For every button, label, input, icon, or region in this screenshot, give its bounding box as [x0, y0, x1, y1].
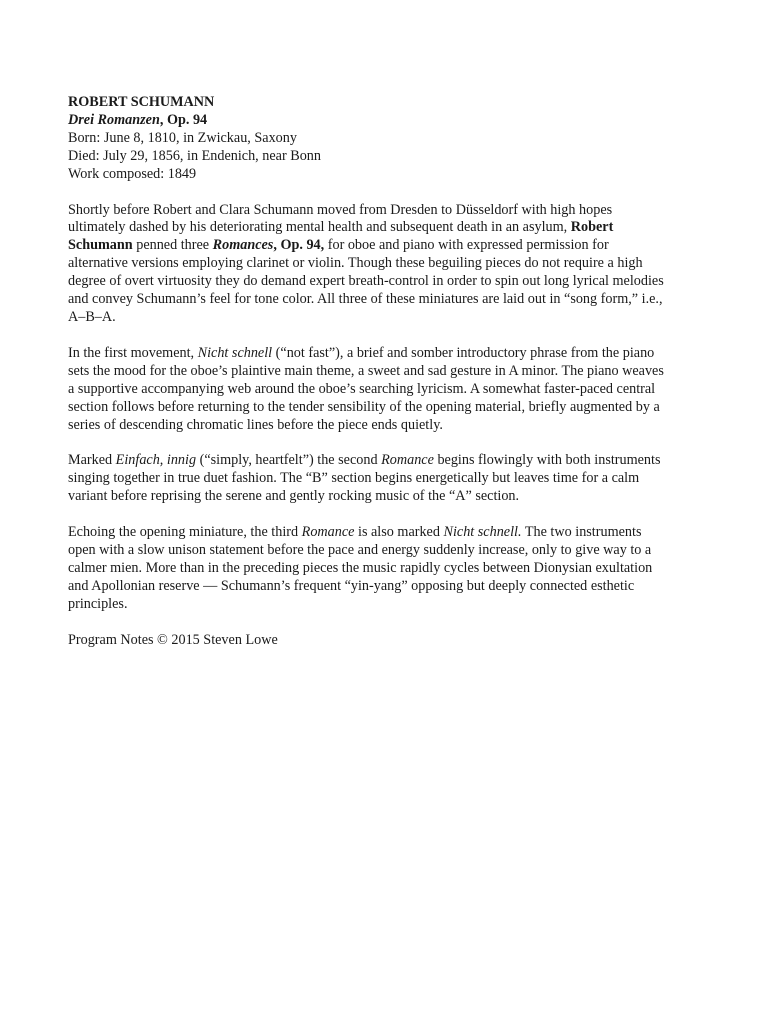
italic-tempo-marking: Nicht schnell. [443, 524, 522, 541]
bold-opus: , Op. 94, [273, 237, 325, 254]
text-run: (“not fast”), a brief and somber introductory phrase from the piano sets the mood for the oboe’s plaintive main theme, a sweet and sad gesture in A minor. The piano weaves a supportive accompanying web around the oboe’s searching lyricism. A somewhat faster-paced central section follows before returning to the tender sensibility of the opening material, briefly augmented by a series of descending chromatic lines before the piece ends quietly. [68, 344, 664, 433]
program-notes-page [68, 94, 668, 650]
bold-italic-romances: Romances [212, 237, 274, 254]
composer-name: ROBERT SCHUMANN [68, 94, 215, 110]
text-run: begins flowingly with both instruments singing together in true duet fashion. The “B” section begins energetically but leaves time for a calm variant before reprising the serene and gently rocking music of the “A” section. [68, 452, 661, 505]
composed-line: Work composed: 1849 [68, 165, 197, 182]
died-line: Died: July 29, 1856, in Endenich, near Bonn [68, 147, 321, 164]
work-title-italic: Drei Romanzen [68, 111, 160, 128]
italic-tempo-marking: Einfach, innig [115, 452, 197, 469]
text-run: penned three [132, 237, 213, 254]
born-line: Born: June 8, 1810, in Zwickau, Saxony [68, 129, 297, 146]
text-run: (“simply, heartfelt”) the second [196, 452, 382, 469]
paragraph-second-movement [68, 452, 668, 506]
text-run: is also marked [354, 524, 444, 541]
italic-tempo-marking: Nicht schnell [197, 344, 273, 361]
text-run: Echoing the opening miniature, the third [68, 524, 302, 541]
spacer [68, 184, 668, 202]
header-block [68, 94, 668, 184]
paragraph-third-movement [68, 524, 668, 614]
italic-romance: Romance [381, 452, 434, 469]
text-run: Marked [68, 452, 116, 469]
program-notes-credit: Program Notes © 2015 Steven Lowe [68, 631, 278, 648]
text-run: The two instruments open with a slow unison statement before the pace and energy suddenly increase, only to give way to a calmer mien. More than in the preceding pieces the music rapidly cycles between Dionysian exultation and Apollonian reserve — Schumann’s frequent “yin-yang” opposing but deeply connected esthetic principles. [68, 524, 653, 612]
text-run: for oboe and piano with expressed permission for alternative versions employing clarinet or violin. Though these beguiling pieces do not require a high degree of overt virtuosity they do demand expert breath-control in order to spin out long lyrical melodies and convey Schumann’s feel for tone color. All three of these miniatures are laid out in “song form,” i.e., A–B–A. [68, 237, 664, 325]
work-title [68, 112, 668, 130]
work-opus: , Op. 94 [159, 111, 208, 128]
italic-romance: Romance [301, 524, 355, 541]
text-run: Shortly before Robert and Clara Schumann moved from Dresden to Düsseldorf with high hopes ultimately dashed by his deteriorating mental health and subsequent death in an asylum, [68, 201, 613, 236]
paragraph-first-movement [68, 345, 668, 435]
text-run: In the first movement, [68, 344, 198, 361]
bold-composer-name: Robert Schumann [68, 219, 614, 254]
paragraph-intro [68, 202, 668, 327]
